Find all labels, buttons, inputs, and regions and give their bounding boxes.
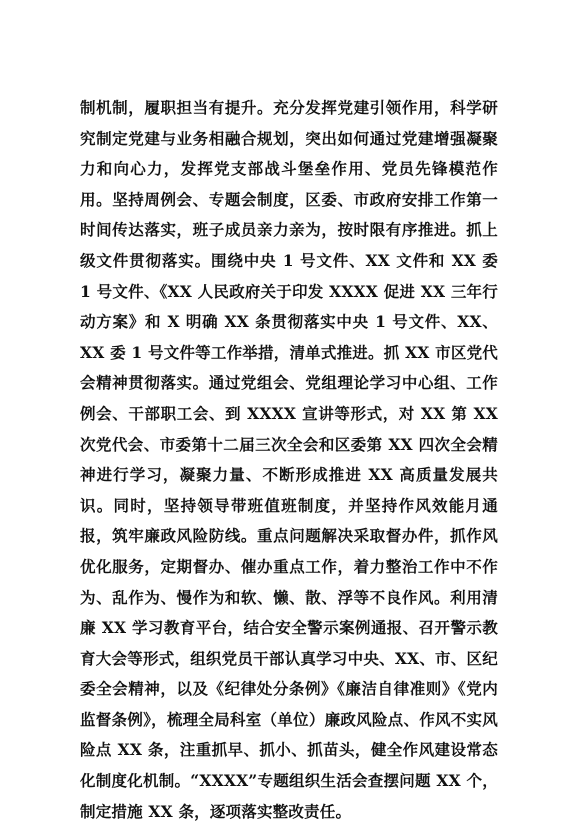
paragraph-heading-2: 抓 XX 市区党代会精神贯彻落实。 [80,342,498,393]
paragraph-segment-6: 利用清廉 XX 学习教育平台，结合安全警示案例通报、召开警示教育大会等形式，组织党员干部认真学习中央、XX、市、区纪委全会精神，以及《纪律处分条例》《廉洁自律准则》《党内监督条例》，梳理全局科室（单位）廉政风险点、作风不实风险点 XX 条，注重抓早、抓小、抓苗头，健全作风建设常态化制度化机制。“XXXX”专题组织生活会查摆问题 XX 个，制定措施 XX 条，逐项落实整改责任。 [80,587,498,821]
paragraph-segment-4: 通过党组会、党组理论学习中心组、工作例会、干部职工会、到 XXXX 宣讲等形式，对 XX 第 XX 次党代会、市委第十二届三次全会和区委第 XX 四次全会精神进行学习，凝聚力量、不断形成推进 XX 高质量发展共识。同时，坚持领导带班值班制度，并坚持作风效能月通报，筑牢廉政风险防线。 [80,373,498,546]
body-paragraph [80,93,498,827]
paragraph-segment-1: 制机制，履职担当有提升。充分发挥党建引领作用，科学研究制定党建与业务相融合规划，突出如何通过党建增强凝聚力和向心力，发挥党支部战斗堡垒作用、党员先锋模范作用。 [80,98,498,209]
paragraph-segment-2: 坚持周例会、专题会制度，区委、市政府安排工作第一时间传达落实，班子成员亲力亲为，按时限有序推进。 [80,189,498,240]
paragraph-segment-5: 重点问题解决采取督办件，抓作风优化服务，定期督办、催办重点工作，着力整治工作中不作为、乱作为、慢作为和软、懒、散、浮等不良作风。 [80,526,498,607]
paragraph-heading-1: 抓上级文件贯彻落实。 [80,220,498,270]
paragraph-segment-3: 围绕中央 1 号文件、XX 文件和 XX 委 1 号文件、《XX 人民政府关于印发 XXXX 促进 XX 三年行动方案》和 X 明确 XX 条贯彻落实中央 1 号文件、XX、XX 委 1 号文件等工作举措，清单式推进。 [80,250,498,362]
